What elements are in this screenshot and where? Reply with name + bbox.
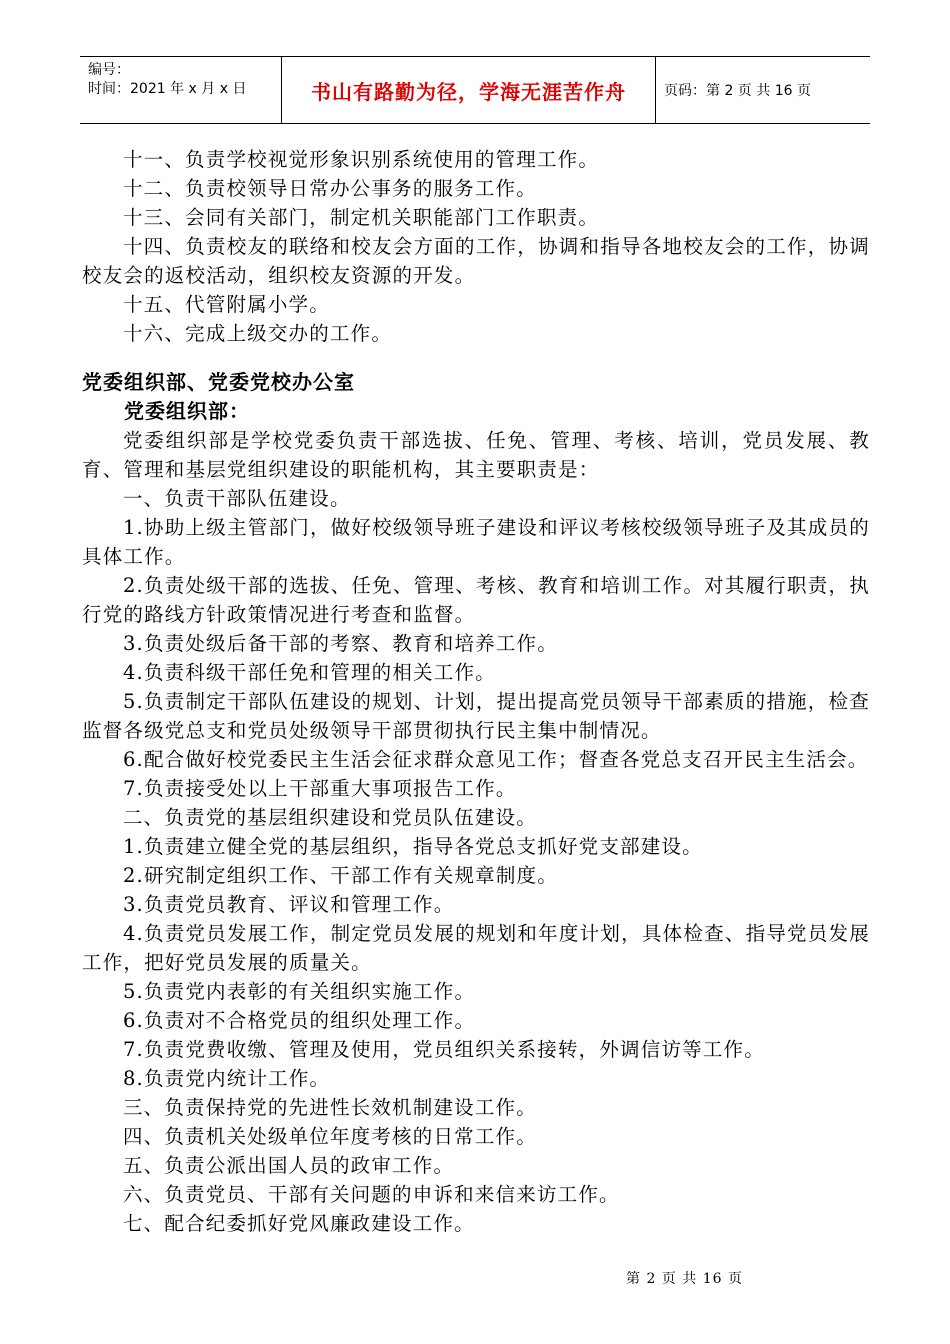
section-title: 党委组织部、党委党校办公室 <box>82 370 355 394</box>
header-time-label: 时间：2021 年 x 月 x 日 <box>88 81 247 97</box>
paragraph: 十六、完成上级交办的工作。 <box>122 322 393 345</box>
paragraph: 五、负责公派出国人员的政审工作。 <box>122 1154 455 1177</box>
paragraph: 4.负责科级干部任免和管理的相关工作。 <box>122 661 496 684</box>
paragraph: 8.负责党内统计工作。 <box>122 1067 331 1090</box>
document-body <box>82 145 870 1238</box>
paragraph: 5.负责制定干部队伍建设的规划、计划，提出提高党员领导干部素质的措施，检查监督各级党总支和党员处级领导干部贯彻执行民主集中制情况。 <box>82 690 870 742</box>
paragraph: 3.负责党员教育、评议和管理工作。 <box>122 893 455 916</box>
paragraph: 2.负责处级干部的选拔、任免、管理、考核、教育和培训工作。对其履行职责，执行党的路线方针政策情况进行考查和监督。 <box>82 574 870 626</box>
paragraph: 六、负责党员、干部有关问题的申诉和来信来访工作。 <box>122 1183 620 1206</box>
paragraph: 十三、会同有关部门，制定机关职能部门工作职责。 <box>122 206 600 229</box>
paragraph: 十四、负责校友的联络和校友会方面的工作，协调和指导各地校友会的工作，协调校友会的返校活动，组织校友资源的开发。 <box>82 235 870 287</box>
paragraph: 2.研究制定组织工作、干部工作有关规章制度。 <box>122 864 558 887</box>
paragraph: 7.负责接受处以上干部重大事项报告工作。 <box>122 777 517 800</box>
paragraph: 3.负责处级后备干部的考察、教育和培养工作。 <box>122 632 558 655</box>
document-header <box>80 56 870 124</box>
paragraph: 十二、负责校领导日常办公事务的服务工作。 <box>122 177 537 200</box>
paragraph: 1.负责建立健全党的基层组织，指导各党总支抓好党支部建设。 <box>122 835 703 858</box>
paragraph: 党委组织部是学校党委负责干部选拔、任免、管理、考核、培训，党员发展、教育、管理和基层党组织建设的职能机构，其主要职责是： <box>82 429 870 481</box>
paragraph: 一、负责干部队伍建设。 <box>122 487 351 510</box>
paragraph: 4.负责党员发展工作，制定党员发展的规划和年度计划，具体检查、指导党员发展工作，把好党员发展的质量关。 <box>82 922 870 974</box>
paragraph: 6.配合做好校党委民主生活会征求群众意见工作；督查各党总支召开民主生活会。 <box>122 748 869 771</box>
paragraph: 7.负责党费收缴、管理及使用，党员组织关系接转，外调信访等工作。 <box>122 1038 765 1061</box>
header-number-label: 编号： <box>88 62 130 78</box>
paragraph: 1.协助上级主管部门，做好校级领导班子建设和评议考核校级领导班子及其成员的具体工作。 <box>82 516 870 568</box>
paragraph: 二、负责党的基层组织建设和党员队伍建设。 <box>122 806 537 829</box>
header-page-info: 页码：第 2 页 共 16 页 <box>664 83 811 99</box>
paragraph: 十五、代管附属小学。 <box>122 293 330 316</box>
paragraph: 6.负责对不合格党员的组织处理工作。 <box>122 1009 476 1032</box>
header-meta <box>88 61 246 99</box>
paragraph: 四、负责机关处级单位年度考核的日常工作。 <box>122 1125 537 1148</box>
header-motto-cell <box>281 57 656 123</box>
paragraph: 三、负责保持党的先进性长效机制建设工作。 <box>122 1096 537 1119</box>
subsection-title: 党委组织部： <box>124 399 250 423</box>
paragraph: 十一、负责学校视觉形象识别系统使用的管理工作。 <box>122 148 600 171</box>
header-motto: 书山有路勤为径，学海无涯苦作舟 <box>311 79 626 104</box>
paragraph: 七、配合纪委抓好党风廉政建设工作。 <box>122 1212 475 1235</box>
paragraph: 5.负责党内表彰的有关组织实施工作。 <box>122 980 476 1003</box>
page-footer: 第 2 页 共 16 页 <box>626 1271 743 1287</box>
